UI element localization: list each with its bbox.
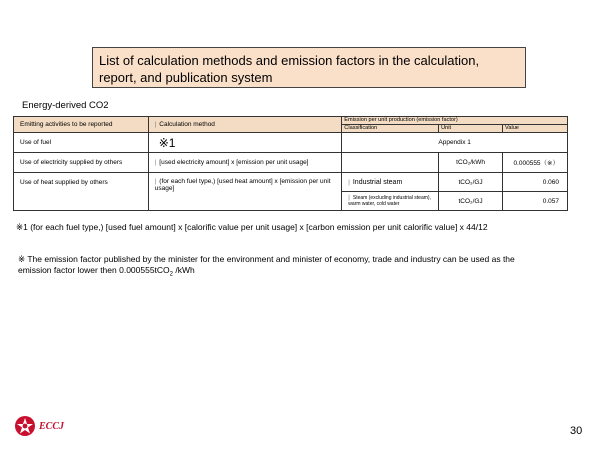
header-method-label: Calculation method bbox=[159, 121, 215, 128]
header-method bbox=[148, 117, 342, 133]
table-header-row bbox=[14, 117, 568, 125]
cell-marker: | bbox=[348, 179, 350, 186]
row-heat-method: (for each fuel type,) [used heat amount] x [emission per unit usage] bbox=[154, 178, 331, 192]
footnote-2-text: ※ The emission factor published by the minister for the environment and minister of economy, trade and industry can be used as the emission factor lower then 0.000555tCO bbox=[18, 254, 515, 275]
page-number: 30 bbox=[570, 425, 583, 437]
footnote-1: ※1 (for each fuel type,) [used fuel amount] x [calorific value per unit usage] x [carbon emission per unit calorific value] x 44/12 bbox=[16, 222, 488, 232]
cell-marker: | bbox=[154, 122, 157, 128]
row-heat-sub2-value: 0.057 bbox=[503, 192, 568, 211]
footnote-2 bbox=[18, 254, 548, 281]
row-electricity-method-cell bbox=[148, 153, 342, 173]
row-electricity-method: [used electricity amount] x [emission per unit usage] bbox=[159, 159, 309, 166]
header-value: Value bbox=[503, 125, 568, 133]
row-electricity-value: 0.000555（※） bbox=[503, 153, 568, 173]
header-unit: Unit bbox=[439, 125, 503, 133]
slide-title-text: List of calculation methods and emission factors in the calculation, report, and publication system bbox=[99, 53, 480, 85]
cell-marker: | bbox=[348, 195, 350, 201]
logo-text: ECCJ bbox=[39, 420, 65, 432]
cell-marker: | bbox=[154, 160, 157, 166]
row-heat-sub1-classification-cell bbox=[342, 173, 439, 192]
table-row bbox=[14, 133, 568, 153]
row-heat-method-cell bbox=[148, 173, 342, 211]
header-activity: Emitting activities to be reported bbox=[14, 117, 149, 133]
footnote-2-subscript: 2 bbox=[169, 271, 174, 278]
section-label: Energy-derived CO2 bbox=[22, 100, 109, 111]
eccj-emblem-icon bbox=[14, 415, 36, 437]
footnote-2-unit: /kWh bbox=[173, 265, 195, 275]
row-electricity-classification bbox=[342, 153, 439, 173]
slide-title bbox=[92, 47, 526, 88]
row-fuel-activity: Use of fuel bbox=[14, 133, 149, 153]
emission-factor-table bbox=[13, 116, 568, 211]
row-fuel-method: ※1 bbox=[148, 133, 342, 153]
row-electricity-unit: tCO₂/kWh bbox=[439, 153, 503, 173]
eccj-logo bbox=[14, 415, 64, 437]
row-heat-sub2-classification: Steam (excluding industrial steam), warm water, cold water bbox=[348, 195, 431, 207]
table-row bbox=[14, 173, 568, 192]
header-classification: Classification bbox=[342, 125, 439, 133]
row-heat-sub2-unit: tCO₂/GJ bbox=[439, 192, 503, 211]
row-electricity-activity: Use of electricity supplied by others bbox=[14, 153, 149, 173]
row-heat-sub1-classification: Industrial steam bbox=[352, 178, 403, 186]
cell-marker: | bbox=[154, 179, 157, 185]
header-emission-factor: Emission per unit production (emission factor) bbox=[342, 117, 568, 125]
row-fuel-reference: Appendix 1 bbox=[342, 133, 568, 153]
table-row bbox=[14, 153, 568, 173]
row-heat-activity: Use of heat supplied by others bbox=[14, 173, 149, 211]
row-heat-sub2-classification-cell bbox=[342, 192, 439, 211]
row-heat-sub1-unit: tCO₂/GJ bbox=[439, 173, 503, 192]
row-heat-sub1-value: 0.060 bbox=[503, 173, 568, 192]
